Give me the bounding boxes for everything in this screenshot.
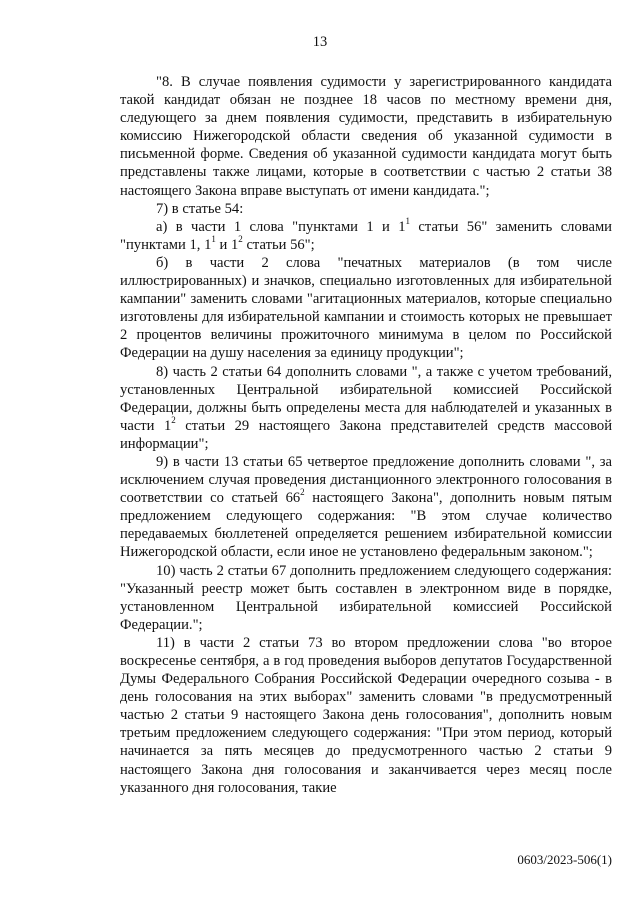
text-run: а) в части 1 слова "пунктами 1 и 1	[156, 218, 406, 235]
paragraph	[120, 73, 612, 200]
paragraph	[120, 215, 612, 254]
superscript-index: 1	[405, 215, 411, 226]
text-run: 11) в части 2 статьи 73 во втором предложении слова "во второе воскресенье сентября, а в год проведения выборов депутатов Государственной Думы Федерального Собрания Российской Федерации очередного созыва - в день голосования на этих выборах" заменить словами "в предусмотренный частью 2 статьи 9 настоящего Закона день голосования", дополнить новым третьим предложением следующего содержания: "При этом период, который начинается за пять месяцев до предусмотренного частью 2 статьи 9 настоящего Закона дня голосования и заканчивается через месяц после указанного дня голосования, такие	[120, 634, 612, 796]
superscript-index: 2	[300, 487, 305, 498]
paragraph	[120, 200, 612, 218]
text-run: 8) часть 2 статьи 64 дополнить словами ", а также с учетом требований, установленных Центральной избирательной комиссией Российской Федерации, должны быть определены места для наблюдателей и указанных в части 1	[120, 363, 612, 434]
text-run: и 1	[215, 236, 239, 253]
text-run: статьи 56";	[242, 236, 315, 253]
paragraph	[120, 562, 612, 634]
text-run: настоящего Закона", дополнить новым пятым предложением следующего содержания: "В этом случае количество передаваемых бюллетеней определяется решением избирательной комиссии Нижегородской области, если иное не установлено федеральным законом.";	[120, 490, 612, 561]
paragraph	[120, 254, 612, 363]
superscript-index: 2	[238, 233, 243, 244]
paragraph	[120, 634, 612, 797]
text-run: "8. В случае появления судимости у зарегистрированного кандидата такой кандидат обязан не позднее 18 часов по местному времени дня, следующего за днем появления судимости, представить в избирательную комиссию Нижегородской области сведения об указанной судимости в письменной форме. Сведения об указанной судимости кандидата могут быть представлены также лицами, которые в соответствии с частью 2 статьи 38 настоящего Закона вправе выступать от имени кандидата.";	[120, 74, 612, 199]
text-run: 9) в части 13 статьи 65 четвертое предложение дополнить словами ", за исключением случая проведения дистанционного электронного голосования в соответствии со статьей 66	[120, 453, 612, 507]
superscript-index: 1	[211, 233, 216, 244]
text-run: б) в части 2 слова "печатных материалов (в том числе иллюстрированных) и значков, специально изготовленных для избирательной кампании" заменить словами "агитационных материалов, которые специально изготовлены для избирательной кампании и стоимость которых не превышает 2 процентов величины прожиточного минимума в целом по Российской Федерации на душу населения за единицу продукции";	[120, 254, 612, 362]
page-number: 13	[312, 34, 328, 50]
document-body	[120, 73, 612, 797]
text-run: 10) часть 2 статьи 67 дополнить предложением следующего содержания: "Указанный реестр может быть составлен в электронном виде в порядке, установленном Центральной избирательной комиссией Российской Федерации.";	[120, 562, 612, 633]
paragraph	[120, 363, 612, 453]
text-run: статьи 29 настоящего Закона представителей средств массовой информации";	[120, 417, 613, 452]
text-run: статьи 56" заменить словами "пунктами 1, 1	[120, 218, 612, 253]
text-run: 7) в статье 54:	[156, 200, 244, 217]
superscript-index: 2	[171, 414, 176, 425]
paragraph	[120, 453, 612, 562]
document-code: 0603/2023-506(1)	[517, 852, 612, 867]
